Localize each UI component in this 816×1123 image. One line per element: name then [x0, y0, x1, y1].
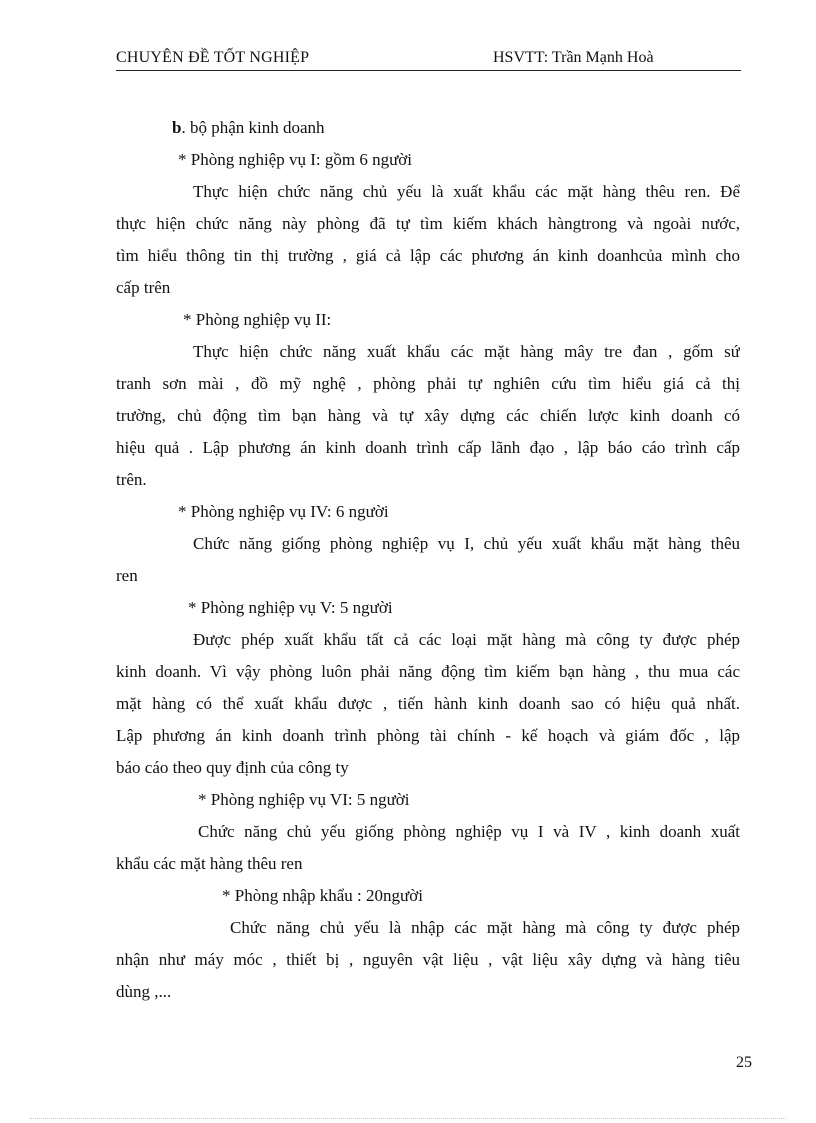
- paragraph-line: dùng ,...: [116, 982, 172, 1001]
- page-header: [116, 48, 741, 71]
- dept-heading: * Phòng nhập khẩu : 20người: [222, 886, 423, 905]
- paragraph-line: khẩu các mặt hàng thêu ren: [116, 854, 303, 873]
- paragraph-line: tranh sơn mài , đồ mỹ nghệ , phòng phải tự nghiên cứu tìm hiểu giá cả thị: [116, 374, 740, 393]
- paragraph-line: Chức năng chủ yếu giống phòng nghiệp vụ I và IV , kinh doanh xuất: [198, 822, 740, 841]
- paragraph-line: trên.: [116, 470, 147, 489]
- paragraph-line: ren: [116, 566, 138, 585]
- dept-heading: * Phòng nghiệp vụ V: 5 người: [188, 598, 393, 617]
- dept-heading: * Phòng nghiệp vụ I: gồm 6 người: [178, 150, 413, 169]
- paragraph-line: Được phép xuất khẩu tất cả các loại mặt hàng mà công ty được phép: [193, 630, 740, 649]
- page-bottom-divider: [30, 1118, 786, 1119]
- paragraph-line: báo cáo theo quy định của công ty: [116, 758, 349, 777]
- paragraph-line: thực hiện chức năng này phòng đã tự tìm kiếm khách hàngtrong và ngoài nước,: [116, 214, 740, 233]
- paragraph-line: mặt hàng có thể xuất khẩu được , tiến hành kinh doanh sao có hiệu quả nhất.: [116, 694, 740, 713]
- dept-heading: * Phòng nghiệp vụ IV: 6 người: [178, 502, 389, 521]
- paragraph-line: Chức năng chủ yếu là nhập các mặt hàng mà công ty được phép: [230, 918, 740, 937]
- paragraph-line: kinh doanh. Vì vậy phòng luôn phải năng động tìm kiếm bạn hàng , thu mua các: [116, 662, 740, 681]
- section-title: . bộ phận kinh doanh: [181, 118, 325, 137]
- paragraph-line: nhận như máy móc , thiết bị , nguyên vật liệu , vật liệu xây dựng và hàng tiêu: [116, 950, 740, 969]
- paragraph-line: Lập phương án kinh doanh trình phòng tài chính - kế hoạch và giám đốc , lập: [116, 726, 740, 745]
- paragraph-line: Chức năng giống phòng nghiệp vụ I, chủ yếu xuất khẩu mặt hàng thêu: [193, 534, 740, 553]
- page-number: 25: [736, 1054, 752, 1071]
- dept-heading: * Phòng nghiệp vụ II:: [183, 310, 332, 329]
- document-body: [116, 112, 740, 1008]
- header-title: CHUYÊN ĐỀ TỐT NGHIỆP: [116, 49, 310, 66]
- header-author: HSVTT: Trần Mạnh Hoà: [493, 49, 654, 66]
- paragraph-line: tìm hiểu thông tin thị trường , giá cả lập các phương án kinh doanhcủa mình cho: [116, 246, 740, 265]
- section-label: b: [172, 118, 182, 137]
- paragraph-line: Thực hiện chức năng xuất khẩu các mặt hàng mây tre đan , gốm sứ: [193, 342, 740, 361]
- section-heading: [116, 112, 740, 144]
- paragraph-line: cấp trên: [116, 278, 171, 297]
- paragraph-line: trường, chủ động tìm bạn hàng và tự xây dựng các chiến lược kinh doanh có: [116, 406, 740, 425]
- dept-heading: * Phòng nghiệp vụ VI: 5 người: [198, 790, 410, 809]
- paragraph-line: hiệu quả . Lập phương án kinh doanh trình cấp lãnh đạo , lập báo cáo trình cấp: [116, 438, 740, 457]
- paragraph-line: Thực hiện chức năng chủ yếu là xuất khẩu các mặt hàng thêu ren. Để: [193, 182, 740, 201]
